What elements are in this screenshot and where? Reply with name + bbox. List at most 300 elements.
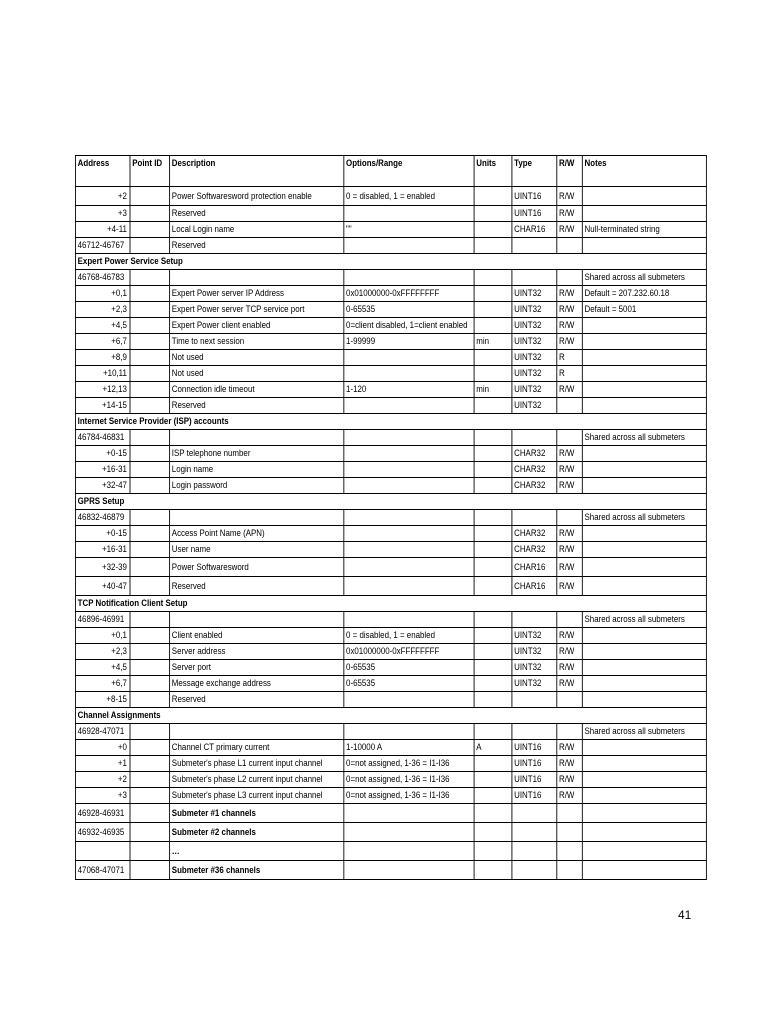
point-id-cell	[130, 740, 170, 756]
description-cell: Not used	[170, 366, 344, 382]
address-cell: +6,7	[75, 334, 130, 350]
rw-cell: R/W	[557, 334, 583, 350]
units-cell	[474, 526, 512, 542]
notes-cell	[582, 558, 706, 577]
point-id-cell	[130, 238, 170, 254]
units-cell	[474, 692, 512, 708]
description-cell: Submeter's phase L2 current input channel	[170, 772, 344, 788]
notes-cell	[582, 772, 706, 788]
address-cell: +4,5	[75, 318, 130, 334]
units-cell	[474, 206, 512, 222]
table-row	[75, 510, 706, 526]
table-row	[75, 478, 706, 494]
table-row	[75, 222, 706, 238]
options-cell	[344, 861, 474, 880]
rw-cell: R/W	[557, 740, 583, 756]
address-cell: +2,3	[75, 302, 130, 318]
notes-cell: Default = 207.232.60.18	[582, 286, 706, 302]
type-cell: UINT16	[512, 756, 557, 772]
rw-cell: R/W	[557, 542, 583, 558]
units-cell	[474, 676, 512, 692]
rw-cell: R/W	[557, 577, 583, 596]
description-cell: User name	[170, 542, 344, 558]
rw-cell: R/W	[557, 302, 583, 318]
notes-cell	[582, 756, 706, 772]
type-cell: CHAR32	[512, 526, 557, 542]
point-id-cell	[130, 558, 170, 577]
point-id-cell	[130, 382, 170, 398]
point-id-cell	[130, 510, 170, 526]
type-cell: UINT32	[512, 334, 557, 350]
options-cell	[344, 804, 474, 823]
notes-cell	[582, 788, 706, 804]
description-cell: …	[170, 842, 344, 861]
point-id-cell	[130, 644, 170, 660]
address-cell: +2	[75, 772, 130, 788]
type-cell: UINT32	[512, 382, 557, 398]
address-cell: 46928-47071	[75, 724, 130, 740]
table-row	[75, 270, 706, 286]
options-cell: 0-65535	[344, 676, 474, 692]
description-cell	[170, 510, 344, 526]
table-row	[75, 187, 706, 206]
options-cell	[344, 270, 474, 286]
units-cell	[474, 350, 512, 366]
table-row	[75, 398, 706, 414]
units-cell	[474, 861, 512, 880]
description-cell: Channel CT primary current	[170, 740, 344, 756]
rw-cell	[557, 724, 583, 740]
options-cell	[344, 612, 474, 628]
notes-cell	[582, 238, 706, 254]
options-cell	[344, 558, 474, 577]
table-row	[75, 692, 706, 708]
header-type: Type	[512, 156, 557, 187]
point-id-cell	[130, 542, 170, 558]
address-cell: +0-15	[75, 526, 130, 542]
point-id-cell	[130, 772, 170, 788]
table-row	[75, 823, 706, 842]
options-cell	[344, 692, 474, 708]
notes-cell	[582, 842, 706, 861]
table-row	[75, 366, 706, 382]
rw-cell	[557, 861, 583, 880]
address-cell: +0-15	[75, 446, 130, 462]
type-cell: UINT32	[512, 676, 557, 692]
notes-cell	[582, 462, 706, 478]
point-id-cell	[130, 676, 170, 692]
address-cell: +3	[75, 788, 130, 804]
header-units: Units	[474, 156, 512, 187]
header-description: Description	[170, 156, 344, 187]
description-cell: Submeter's phase L1 current input channel	[170, 756, 344, 772]
type-cell: UINT32	[512, 628, 557, 644]
notes-cell	[582, 577, 706, 596]
units-cell: min	[474, 334, 512, 350]
description-cell: Power Softwaresword	[170, 558, 344, 577]
point-id-cell	[130, 350, 170, 366]
rw-cell: R	[557, 350, 583, 366]
options-cell: 0 = disabled, 1 = enabled	[344, 628, 474, 644]
section-title: TCP Notification Client Setup	[75, 596, 706, 612]
type-cell	[512, 842, 557, 861]
point-id-cell	[130, 318, 170, 334]
table-row	[75, 772, 706, 788]
type-cell	[512, 804, 557, 823]
table-row	[75, 842, 706, 861]
type-cell: UINT16	[512, 772, 557, 788]
type-cell: UINT32	[512, 644, 557, 660]
header-options-range: Options/Range	[344, 156, 474, 187]
notes-cell	[582, 398, 706, 414]
address-cell: +8-15	[75, 692, 130, 708]
rw-cell: R/W	[557, 660, 583, 676]
options-cell	[344, 842, 474, 861]
options-cell	[344, 823, 474, 842]
options-cell	[344, 526, 474, 542]
units-cell	[474, 823, 512, 842]
address-cell: +10,11	[75, 366, 130, 382]
options-cell: ""	[344, 222, 474, 238]
description-cell: Expert Power client enabled	[170, 318, 344, 334]
address-cell: +12,13	[75, 382, 130, 398]
description-cell: Time to next session	[170, 334, 344, 350]
rw-cell: R/W	[557, 206, 583, 222]
units-cell	[474, 756, 512, 772]
address-cell: +4-11	[75, 222, 130, 238]
rw-cell: R/W	[557, 462, 583, 478]
units-cell	[474, 462, 512, 478]
rw-cell: R/W	[557, 526, 583, 542]
address-cell: +0,1	[75, 286, 130, 302]
type-cell: CHAR32	[512, 542, 557, 558]
point-id-cell	[130, 724, 170, 740]
rw-cell	[557, 612, 583, 628]
point-id-cell	[130, 478, 170, 494]
point-id-cell	[130, 660, 170, 676]
notes-cell	[582, 660, 706, 676]
address-cell: 47068-47071	[75, 861, 130, 880]
type-cell: CHAR16	[512, 577, 557, 596]
table-row	[75, 740, 706, 756]
point-id-cell	[130, 628, 170, 644]
notes-cell	[582, 861, 706, 880]
point-id-cell	[130, 788, 170, 804]
rw-cell	[557, 270, 583, 286]
notes-cell	[582, 628, 706, 644]
description-cell: Expert Power server TCP service port	[170, 302, 344, 318]
address-cell: 46932-46935	[75, 823, 130, 842]
table-row	[75, 676, 706, 692]
type-cell: UINT16	[512, 788, 557, 804]
type-cell: CHAR32	[512, 478, 557, 494]
point-id-cell	[130, 577, 170, 596]
table-row	[75, 788, 706, 804]
address-cell: 46784-46831	[75, 430, 130, 446]
section-title: Channel Assignments	[75, 708, 706, 724]
table-row	[75, 334, 706, 350]
table-row	[75, 660, 706, 676]
notes-cell: Default = 5001	[582, 302, 706, 318]
options-cell: 0-65535	[344, 302, 474, 318]
table-body	[75, 187, 706, 880]
units-cell	[474, 366, 512, 382]
type-cell: UINT32	[512, 350, 557, 366]
rw-cell	[557, 823, 583, 842]
type-cell: UINT32	[512, 398, 557, 414]
type-cell: UINT32	[512, 318, 557, 334]
notes-cell	[582, 644, 706, 660]
type-cell	[512, 270, 557, 286]
table-row	[75, 804, 706, 823]
notes-cell: Null-terminated string	[582, 222, 706, 238]
units-cell	[474, 628, 512, 644]
point-id-cell	[130, 206, 170, 222]
table-row	[75, 238, 706, 254]
section-header-row	[75, 254, 706, 270]
rw-cell: R/W	[557, 772, 583, 788]
type-cell: CHAR32	[512, 462, 557, 478]
address-cell: +4,5	[75, 660, 130, 676]
description-cell: Reserved	[170, 398, 344, 414]
address-cell: +1	[75, 756, 130, 772]
rw-cell: R/W	[557, 558, 583, 577]
units-cell: min	[474, 382, 512, 398]
rw-cell	[557, 510, 583, 526]
description-cell: Submeter #36 channels	[170, 861, 344, 880]
point-id-cell	[130, 366, 170, 382]
point-id-cell	[130, 270, 170, 286]
options-cell: 1-99999	[344, 334, 474, 350]
rw-cell: R/W	[557, 446, 583, 462]
point-id-cell	[130, 430, 170, 446]
description-cell: Connection idle timeout	[170, 382, 344, 398]
address-cell: 46712-46767	[75, 238, 130, 254]
point-id-cell	[130, 692, 170, 708]
point-id-cell	[130, 756, 170, 772]
notes-cell	[582, 334, 706, 350]
point-id-cell	[130, 612, 170, 628]
description-cell	[170, 270, 344, 286]
section-header-row	[75, 596, 706, 612]
rw-cell: R/W	[557, 756, 583, 772]
table-row	[75, 628, 706, 644]
notes-cell	[582, 692, 706, 708]
options-cell: 0=not assigned, 1-36 = I1-I36	[344, 772, 474, 788]
options-cell	[344, 238, 474, 254]
units-cell	[474, 510, 512, 526]
notes-cell	[582, 318, 706, 334]
address-cell: +8,9	[75, 350, 130, 366]
options-cell	[344, 430, 474, 446]
description-cell: Power Softwaresword protection enable	[170, 187, 344, 206]
type-cell: CHAR16	[512, 558, 557, 577]
point-id-cell	[130, 804, 170, 823]
address-cell: +0	[75, 740, 130, 756]
options-cell	[344, 577, 474, 596]
notes-cell	[582, 676, 706, 692]
address-cell: +16-31	[75, 542, 130, 558]
units-cell	[474, 772, 512, 788]
units-cell	[474, 724, 512, 740]
rw-cell	[557, 430, 583, 446]
point-id-cell	[130, 187, 170, 206]
address-cell: 46928-46931	[75, 804, 130, 823]
description-cell: Reserved	[170, 238, 344, 254]
description-cell: Server address	[170, 644, 344, 660]
table-row	[75, 462, 706, 478]
type-cell: CHAR16	[512, 222, 557, 238]
units-cell	[474, 478, 512, 494]
options-cell	[344, 724, 474, 740]
type-cell	[512, 724, 557, 740]
description-cell: Submeter #2 channels	[170, 823, 344, 842]
type-cell	[512, 510, 557, 526]
notes-cell	[582, 446, 706, 462]
notes-cell: Shared across all submeters	[582, 430, 706, 446]
options-cell	[344, 350, 474, 366]
table-row	[75, 756, 706, 772]
register-map-table	[75, 155, 707, 880]
options-cell	[344, 478, 474, 494]
rw-cell: R/W	[557, 644, 583, 660]
table-row	[75, 577, 706, 596]
options-cell: 0 = disabled, 1 = enabled	[344, 187, 474, 206]
address-cell: +32-39	[75, 558, 130, 577]
units-cell	[474, 542, 512, 558]
table-row	[75, 286, 706, 302]
units-cell	[474, 804, 512, 823]
notes-cell	[582, 526, 706, 542]
type-cell	[512, 692, 557, 708]
notes-cell	[582, 740, 706, 756]
description-cell: Expert Power server IP Address	[170, 286, 344, 302]
section-header-row	[75, 414, 706, 430]
options-cell: 0x01000000-0xFFFFFFFF	[344, 286, 474, 302]
table-row	[75, 861, 706, 880]
table-row	[75, 446, 706, 462]
table-row	[75, 382, 706, 398]
point-id-cell	[130, 861, 170, 880]
type-cell	[512, 861, 557, 880]
units-cell	[474, 577, 512, 596]
units-cell	[474, 842, 512, 861]
units-cell	[474, 660, 512, 676]
notes-cell: Shared across all submeters	[582, 270, 706, 286]
description-cell	[170, 724, 344, 740]
section-title: Expert Power Service Setup	[75, 254, 706, 270]
notes-cell	[582, 366, 706, 382]
description-cell: Local Login name	[170, 222, 344, 238]
options-cell: 0x01000000-0xFFFFFFFF	[344, 644, 474, 660]
units-cell	[474, 318, 512, 334]
units-cell	[474, 238, 512, 254]
type-cell: UINT16	[512, 187, 557, 206]
description-cell: Login password	[170, 478, 344, 494]
table-row	[75, 302, 706, 318]
notes-cell	[582, 804, 706, 823]
units-cell	[474, 222, 512, 238]
rw-cell: R/W	[557, 318, 583, 334]
point-id-cell	[130, 222, 170, 238]
table-row	[75, 612, 706, 628]
options-cell: 1-120	[344, 382, 474, 398]
options-cell	[344, 206, 474, 222]
description-cell: Submeter #1 channels	[170, 804, 344, 823]
units-cell	[474, 286, 512, 302]
options-cell: 0=not assigned, 1-36 = I1-I36	[344, 788, 474, 804]
type-cell: CHAR32	[512, 446, 557, 462]
address-cell: +2,3	[75, 644, 130, 660]
options-cell	[344, 366, 474, 382]
rw-cell: R/W	[557, 286, 583, 302]
units-cell	[474, 398, 512, 414]
address-cell: 46768-46783	[75, 270, 130, 286]
point-id-cell	[130, 398, 170, 414]
point-id-cell	[130, 286, 170, 302]
table-row	[75, 206, 706, 222]
address-cell: +2	[75, 187, 130, 206]
address-cell: +3	[75, 206, 130, 222]
rw-cell: R/W	[557, 187, 583, 206]
options-cell: 1-10000 A	[344, 740, 474, 756]
address-cell: +40-47	[75, 577, 130, 596]
type-cell	[512, 823, 557, 842]
address-cell: 46832-46879	[75, 510, 130, 526]
units-cell	[474, 558, 512, 577]
notes-cell	[582, 823, 706, 842]
address-cell: +14-15	[75, 398, 130, 414]
header-rw: R/W	[557, 156, 583, 187]
rw-cell	[557, 842, 583, 861]
units-cell	[474, 270, 512, 286]
notes-cell: Shared across all submeters	[582, 510, 706, 526]
table-row	[75, 430, 706, 446]
address-cell: +6,7	[75, 676, 130, 692]
units-cell: A	[474, 740, 512, 756]
table-row	[75, 558, 706, 577]
type-cell: UINT32	[512, 366, 557, 382]
notes-cell	[582, 206, 706, 222]
options-cell: 0=not assigned, 1-36 = I1-I36	[344, 756, 474, 772]
rw-cell: R/W	[557, 788, 583, 804]
units-cell	[474, 644, 512, 660]
table-row	[75, 644, 706, 660]
rw-cell: R/W	[557, 676, 583, 692]
description-cell: Reserved	[170, 206, 344, 222]
page-number: 41	[678, 908, 692, 922]
type-cell: UINT16	[512, 206, 557, 222]
notes-cell	[582, 478, 706, 494]
options-cell	[344, 462, 474, 478]
rw-cell: R/W	[557, 478, 583, 494]
description-cell: Client enabled	[170, 628, 344, 644]
units-cell	[474, 187, 512, 206]
units-cell	[474, 430, 512, 446]
address-cell: +0,1	[75, 628, 130, 644]
type-cell	[512, 238, 557, 254]
type-cell: UINT16	[512, 740, 557, 756]
description-cell: ISP telephone number	[170, 446, 344, 462]
address-cell: +16-31	[75, 462, 130, 478]
section-header-row	[75, 708, 706, 724]
table-row	[75, 724, 706, 740]
rw-cell	[557, 804, 583, 823]
table-row	[75, 318, 706, 334]
units-cell	[474, 446, 512, 462]
notes-cell	[582, 350, 706, 366]
description-cell	[170, 612, 344, 628]
